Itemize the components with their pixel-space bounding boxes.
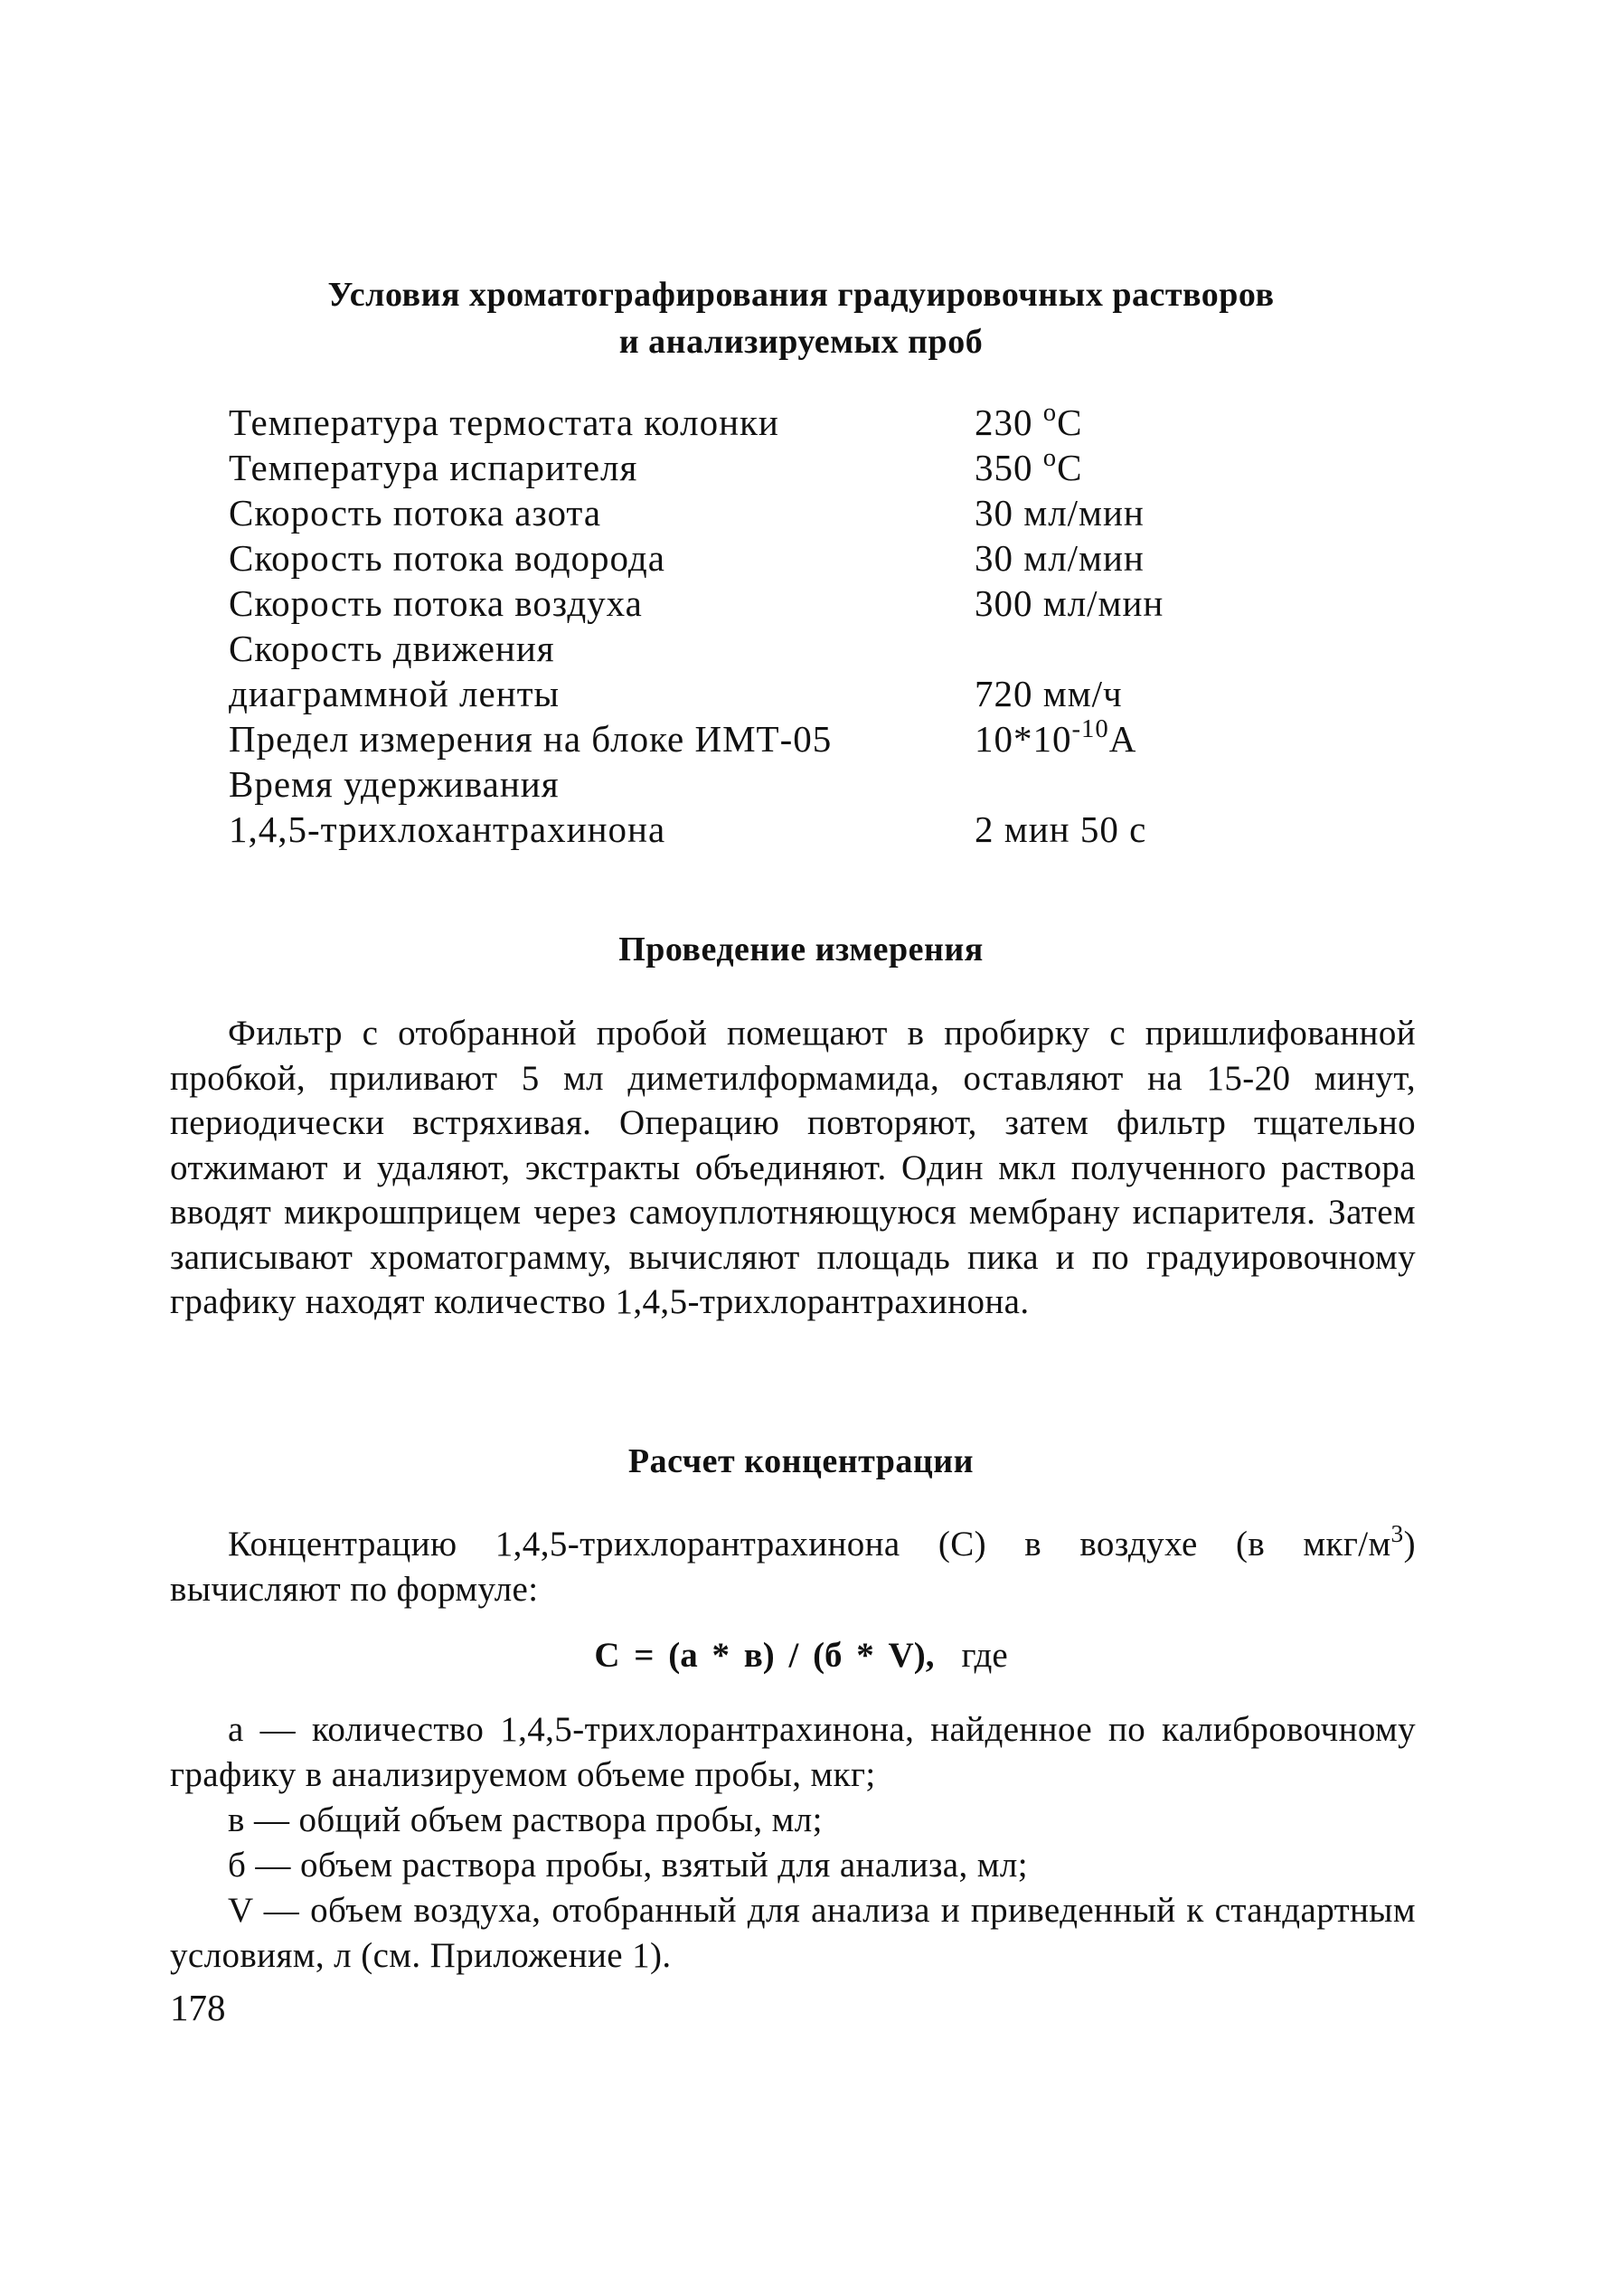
condition-value-unit: С bbox=[1057, 402, 1083, 443]
condition-value bbox=[975, 491, 1145, 534]
condition-value bbox=[975, 443, 1083, 489]
condition-label: Температура испарителя bbox=[229, 447, 638, 488]
condition-label: 1,4,5-трихлохантрахинона bbox=[229, 808, 666, 850]
definition-b: б — объем раствора пробы, взятый для анализа, мл; bbox=[228, 1846, 1028, 1885]
concentration-formula bbox=[0, 1633, 1602, 1678]
condition-value-unit: С bbox=[1057, 447, 1083, 488]
condition-value bbox=[975, 536, 1145, 580]
condition-label: Время удерживания bbox=[229, 763, 560, 805]
condition-value-main: 720 мм/ч bbox=[975, 673, 1123, 714]
condition-value bbox=[975, 672, 1123, 715]
condition-label: Скорость потока азота bbox=[229, 492, 602, 534]
formula-expression: С = (а * в) / (б * V), bbox=[594, 1636, 935, 1675]
condition-label: Скорость потока водорода bbox=[229, 537, 665, 579]
condition-label: Скорость движения bbox=[229, 628, 555, 669]
measurement-title: Проведение измерения bbox=[618, 931, 984, 968]
condition-value bbox=[975, 581, 1164, 625]
condition-value-main: 30 мл/мин bbox=[975, 537, 1145, 579]
condition-value bbox=[975, 714, 1137, 761]
condition-label: Предел измерения на блоке ИМТ-05 bbox=[229, 718, 833, 760]
measurement-paragraph: Фильтр с отобранной пробой помещают в пробирку с пришлифованной пробкой, приливают 5 мл диметилформамида, оставляют на 15-20 минут, периодически встряхивая. Операцию повторяют, затем фильтр тщательно отжимают и удаляют, экстракты объединяют. Один мкл полученного раствора вводят микрошприцем через самоуплотняющуюся мембрану испарителя. Затем записывают хроматограмму, вычисляют площадь пика и по градуировочному графику находят количество 1,4,5-трихлорантрахинона. bbox=[170, 1014, 1416, 1321]
condition-value-main: 10*10 bbox=[975, 718, 1072, 760]
condition-value-main: 350 bbox=[975, 447, 1043, 488]
conditions-title-line1: Условия хроматографирования градуировочных растворов bbox=[327, 276, 1275, 314]
condition-label: Скорость потока воздуха bbox=[229, 582, 643, 624]
condition-value-superscript: -10 bbox=[1071, 714, 1109, 744]
definition-a: а — количество 1,4,5-трихлорантрахинона, найденное по калибровочному графику в анализируемом объеме пробы, мкг; bbox=[170, 1710, 1416, 1794]
condition-value-main: 300 мл/мин bbox=[975, 582, 1164, 624]
cubic-superscript: 3 bbox=[1390, 1520, 1404, 1547]
condition-value-superscript: о bbox=[1042, 443, 1058, 473]
conditions-title-line2: и анализируемых проб bbox=[618, 323, 984, 361]
condition-value-superscript: о bbox=[1042, 398, 1058, 428]
condition-value bbox=[975, 808, 1146, 851]
condition-value-main: 230 bbox=[975, 402, 1043, 443]
condition-label: Температура термостата колонки bbox=[229, 402, 779, 443]
definition-v-lower: в — общий объем раствора пробы, мл; bbox=[228, 1800, 823, 1839]
condition-value-main: 2 мин 50 с bbox=[975, 808, 1147, 850]
calculation-intro-text: Концентрацию 1,4,5-трихлорантрахинона (С) в воздухе (в мкг/м bbox=[228, 1525, 1391, 1564]
variable-definitions bbox=[170, 1707, 1416, 1979]
calculation-intro bbox=[170, 1522, 1416, 1611]
definition-v-upper: V — объем воздуха, отобранный для анализа и приведенный к стандартным условиям, л (см. Приложение 1). bbox=[170, 1891, 1416, 1975]
calculation-title: Расчет концентрации bbox=[627, 1442, 975, 1480]
formula-where: где bbox=[961, 1636, 1008, 1675]
page-number: 178 bbox=[170, 1987, 226, 2028]
condition-value-main: 30 мл/мин bbox=[975, 492, 1145, 534]
calculation-intro-tail: ) вычисляют по формуле: bbox=[170, 1525, 1416, 1609]
condition-value-unit: А bbox=[1108, 718, 1137, 760]
condition-value bbox=[975, 398, 1083, 444]
condition-label: диаграммной ленты bbox=[229, 673, 561, 714]
